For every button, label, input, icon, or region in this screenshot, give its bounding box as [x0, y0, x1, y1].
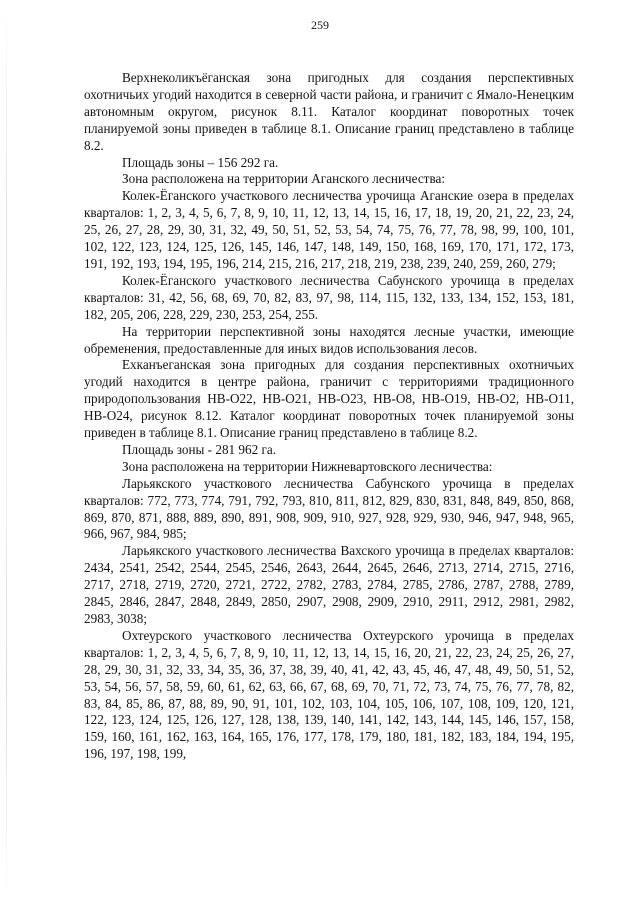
paragraph-ekhkanyegan-zone-intro: Ехканъеганская зона пригодных для создания перспективных охотничьих угодий находится в центре района, граничит с территориями традиционного природопользования НВ-О22, НВ-О21, НВ-О23, НВ-О8, НВ-О19, НВ-О2, НВ-О11, НВ-О24, рисунок 8.12. Каталог координат поворотных точек планируемой зоны приведен в таблице 8.1. Описание границ представлено в таблице 8.2.	[84, 357, 574, 441]
paragraph-kolek-yogan-aganskie-ozera: Колек-Ёганского участкового лесничества урочища Аганские озера в пределах кварталов: 1, 2, 3, 4, 5, 6, 7, 8, 9, 10, 11, 12, 13, 14, 15, 16, 17, 18, 19, 20, 21, 22, 23, 24, 25, 26, 27, 28, 29, 30, 31, 32, 49, 50, 51, 52, 53, 54, 74, 75, 76, 77, 78, 98, 99, 100, 101, 102, 122, 123, 124, 125, 126, 145, 146, 147, 148, 149, 150, 168, 169, 170, 171, 172, 173, 191, 192, 193, 194, 195, 196, 214, 215, 216, 217, 218, 219, 238, 239, 240, 259, 260, 279;	[84, 188, 574, 271]
document-body	[84, 70, 574, 763]
paragraph-laryak-sabun: Ларьякского участкового лесничества Сабунского урочища в пределах кварталов: 772, 773, 774, 791, 792, 793, 810, 811, 812, 829, 830, 831, 848, 849, 850, 868, 869, 870, 871, 888, 889, 890, 891, 908, 909, 910, 927, 928, 929, 930, 946, 947, 948, 965, 966, 967, 984, 985;	[84, 475, 574, 542]
paragraph-laryak-vakh: Ларьякского участкового лесничества Вахского урочища в пределах кварталов: 2434, 2541, 2542, 2544, 2545, 2546, 2643, 2644, 2645, 2646, 2713, 2714, 2715, 2716, 2717, 2718, 2719, 2720, 2721, 2722, 2782, 2783, 2784, 2785, 2786, 2787, 2788, 2789, 2845, 2846, 2847, 2848, 2849, 2850, 2907, 2908, 2909, 2910, 2911, 2912, 2981, 2982, 2983, 3038;	[84, 543, 574, 626]
paragraph-agan-forestry: Зона расположена на территории Аганского лесничества:	[122, 171, 446, 187]
paragraph-okhteur: Охтеурского участкового лесничества Охтеурского урочища в пределах кварталов: 1, 2, 3, 4, 5, 6, 7, 8, 9, 10, 11, 12, 13, 14, 15, 16, 20, 21, 22, 23, 24, 25, 26, 27, 28, 29, 30, 31, 32, 33, 34, 35, 36, 37, 38, 39, 40, 41, 42, 43, 45, 46, 47, 48, 49, 50, 51, 52, 53, 54, 56, 57, 58, 59, 60, 61, 62, 63, 66, 67, 68, 69, 70, 71, 72, 73, 74, 75, 76, 77, 78, 82, 83, 84, 85, 86, 87, 88, 89, 90, 91, 101, 102, 103, 104, 105, 106, 107, 108, 109, 120, 121, 122, 123, 124, 125, 126, 127, 128, 138, 139, 140, 141, 142, 143, 144, 145, 146, 157, 158, 159, 160, 161, 162, 163, 164, 165, 176, 177, 178, 179, 180, 181, 182, 183, 184, 194, 195, 196, 197, 198, 199,	[84, 627, 574, 762]
page-number: 259	[311, 18, 329, 32]
paragraph-zone-area-1: Площадь зоны – 156 292 га.	[122, 154, 279, 170]
paragraph-kolek-yogan-sabun: Колек-Ёганского участкового лесничества Сабунского урочища в пределах кварталов: 31, 42, 56, 68, 69, 70, 82, 83, 97, 98, 114, 115, 132, 133, 134, 152, 153, 181, 182, 205, 206, 228, 229, 230, 253, 254, 255.	[84, 272, 574, 322]
paragraph-verkhnekolikyogan-zone-intro: Верхнеколикъёганская зона пригодных для создания перспективных охотничьих угодий находится в северной части района, и граничит с Ямало-Ненецким автономным округом, рисунок 8.11. Каталог координат поворотных точек планируемой зоны приведен в таблице 8.1. Описание границ представлено в таблице 8.2.	[84, 70, 574, 153]
scan-edge-shadow	[6, 0, 7, 905]
paragraph-encumbered-plots: На территории перспективной зоны находятся лесные участки, имеющие обременения, предоставленные для иных видов использования лесов.	[84, 323, 574, 356]
paragraph-zone-area-2: Площадь зоны - 281 962 га.	[122, 441, 277, 457]
paragraph-nizhnevartovsk-forestry: Зона расположена на территории Нижневартовского лесничества:	[122, 458, 493, 474]
